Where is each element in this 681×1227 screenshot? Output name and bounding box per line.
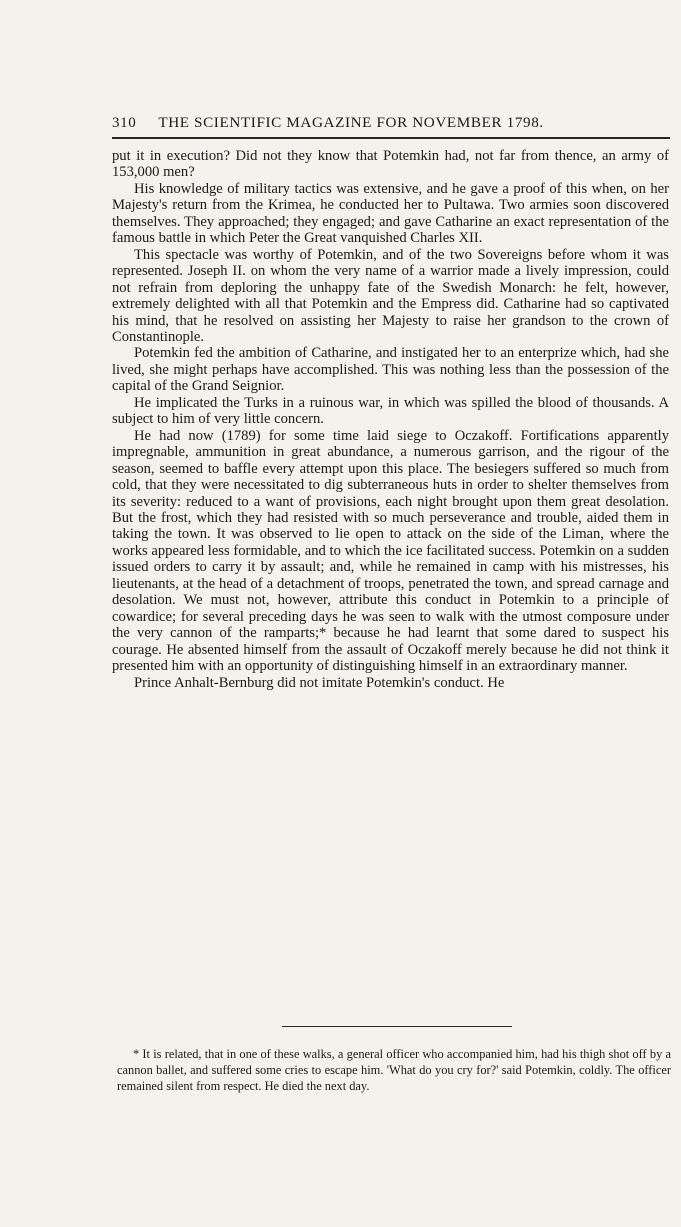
- paragraph-4: Potemkin fed the ambition of Catharine, and instigated her to an enterprize which, had she lived, she might perhaps have accomplished. This was nothing less than the possession of the capital of the Grand Seignior.: [112, 345, 669, 395]
- footnote-text: * It is related, that in one of these walks, a general officer who accompanied him, had his thigh shot off by a cannon ballet, and suffered some cries to escape him. 'What do you cry for?' said Potemkin, coldly. The officer remained silent from respect. He died the next day.: [117, 1047, 671, 1094]
- page-number: 310: [112, 115, 137, 131]
- header-rule: [112, 137, 670, 139]
- running-head-title: THE SCIENTIFIC MAGAZINE FOR NOVEMBER 1798.: [158, 114, 544, 131]
- running-head: [112, 114, 670, 136]
- paragraph-2: His knowledge of military tactics was extensive, and he gave a proof of this when, on her Majesty's return from the Krimea, he conducted her to Pultawa. Two armies soon discovered themselves. They approached; they engaged; and gave Catharine an exact representation of the famous battle in which Peter the Great vanquished Charles XII.: [112, 180, 669, 247]
- paragraph-1: put it in execution? Did not they know that Potemkin had, not far from thence, an army of 153,000 men?: [112, 148, 669, 181]
- paragraph-7: Prince Anhalt-Bernburg did not imitate Potemkin's conduct. He: [134, 674, 505, 691]
- footnote-rule: [282, 1026, 512, 1027]
- paragraph-3: This spectacle was worthy of Potemkin, and of the two Sovereigns before whom it was represented. Joseph II. on whom the very name of a warrior made a lively impression, could not refrain from deploring the unhappy fate of the Swedish Monarch: he felt, however, extremely delighted with all that Potemkin and the Empress did. Catharine had so captivated his mind, that he resolved on assisting her Majesty to raise her grandson to the crown of Constantinople.: [112, 246, 669, 345]
- paragraph-6: He had now (1789) for some time laid siege to Oczakoff. Fortifications apparently impregnable, ammunition in great abundance, a numerous garrison, and the rigour of the season, seemed to baffle every attempt upon this place. The besiegers suffered so much from cold, that they were necessitated to dig subterraneous huts in order to shelter themselves from its severity: reduced to a want of provisions, each night brought upon them great desolation. But the frost, which they had resisted with so much perseverance and trouble, aided them in taking the town. It was observed to lie open to attack on the side of the Liman, where the works appeared less formidable, and to which the ice facilitated success. Potemkin on a sudden issued orders to carry it by assault; and, while he remained in camp with his mistresses, his lieutenants, at the head of a detachment of troops, penetrated the town, and spread carnage and desolation. We must not, however, attribute this conduct in Potemkin to a principle of cowardice; for several preceding days he was seen to walk with the utmost composure under the very cannon of the ramparts;* because he had learnt that some dared to suspect his courage. He absented himself from the assault of Oczakoff merely because he did not think it presented him with an opportunity of distinguishing himself in an extraordinary manner.: [112, 427, 669, 675]
- footnote: [117, 1046, 671, 1095]
- paragraph-5: He implicated the Turks in a ruinous war, in which was spilled the blood of thousands. A subject to him of very little concern.: [112, 394, 669, 428]
- body-text: [112, 148, 669, 691]
